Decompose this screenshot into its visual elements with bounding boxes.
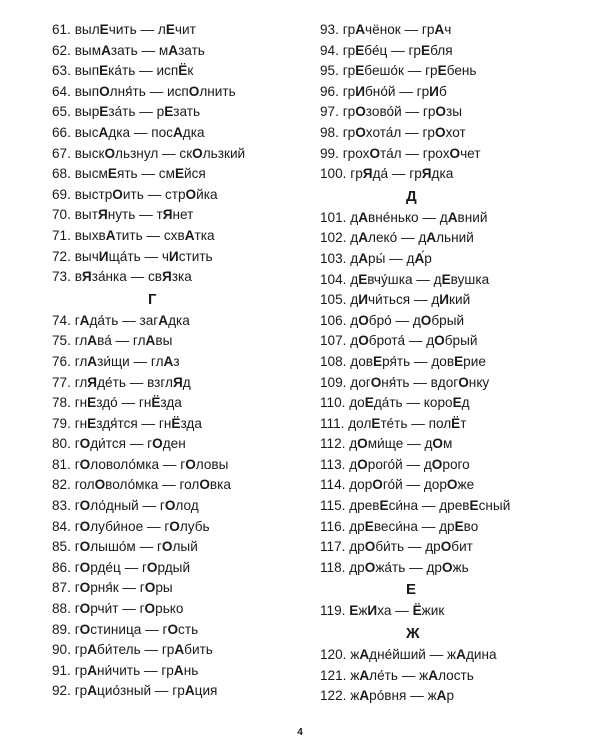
word-pair: гОлодный — гОлод	[74, 498, 199, 514]
list-item	[52, 661, 297, 682]
word-pair: глАзищи — глАз	[74, 353, 180, 369]
item-number: 67.	[52, 145, 71, 161]
word-pair: ЕжИха — Ёжик	[349, 603, 445, 619]
list-item	[320, 434, 580, 455]
word-pair: гОдится — гОден	[74, 436, 186, 452]
list-item	[320, 20, 580, 41]
word-pair: вырЕзать — рЕзать	[74, 104, 201, 120]
item-number: 87.	[52, 580, 71, 596]
list-item	[320, 249, 580, 270]
item-number: 117.	[320, 539, 346, 555]
word-pair: вылЕчить — лЕчит	[74, 22, 196, 37]
list-item	[52, 681, 297, 702]
word-pair: выстрОить — стрОйка	[74, 186, 218, 202]
list-item	[52, 226, 297, 247]
item-number: 68.	[52, 166, 71, 182]
item-number: 97.	[320, 104, 339, 120]
list-item	[320, 537, 580, 558]
list-item	[320, 144, 580, 165]
word-pair: вычИщать — чИстить	[74, 248, 213, 264]
word-pair: выпЕкать — испЁк	[74, 63, 194, 79]
list-item	[52, 164, 297, 185]
list-item	[320, 123, 580, 144]
word-pair: гОловоломка — гОловы	[74, 456, 229, 472]
item-number: 95.	[320, 63, 339, 79]
item-number: 85.	[52, 539, 71, 555]
word-pair: гОрняк — гОры	[74, 580, 173, 596]
list-item	[52, 144, 297, 165]
list-item	[52, 311, 297, 332]
word-pair: грОхотал — грОхот	[342, 124, 466, 140]
item-number: 76.	[52, 353, 71, 369]
item-number: 111.	[320, 415, 345, 431]
list-item	[52, 41, 297, 62]
word-pair: дрОбить — дрОбит	[349, 539, 473, 555]
item-number: 92.	[52, 683, 71, 699]
item-number: 81.	[52, 456, 71, 472]
list-item	[52, 578, 297, 599]
list-item	[52, 434, 297, 455]
list-item	[320, 645, 580, 666]
list-item	[52, 20, 297, 41]
list-item	[320, 373, 580, 394]
word-pair: вымАзать — мАзать	[74, 42, 205, 58]
list-item	[320, 414, 580, 435]
list-item	[320, 601, 580, 622]
item-number: 72.	[52, 248, 71, 264]
word-pair: вЯзанка — свЯзка	[74, 269, 192, 285]
word-pair: гОрдец — гОрдый	[74, 559, 191, 575]
list-item	[320, 517, 580, 538]
list-item	[320, 686, 580, 707]
word-pair: дЕвчушка — дЕвушка	[350, 271, 490, 287]
word-pair: дОрогой — дОрого	[349, 456, 470, 472]
item-number: 82.	[52, 477, 71, 493]
word-pair: дрЕвесина — дрЕво	[349, 518, 479, 534]
item-number: 84.	[52, 518, 71, 534]
list-item	[52, 205, 297, 226]
word-pair: дАвненько — дАвний	[350, 209, 488, 225]
item-number: 69.	[52, 186, 71, 202]
word-pair: выскОльзнул — скОльзкий	[74, 145, 246, 161]
word-pair: гнЕздо — гнЁзда	[74, 395, 182, 411]
item-number: 121.	[320, 667, 347, 683]
list-item	[320, 455, 580, 476]
section-letter: Е	[406, 581, 417, 599]
list-item	[320, 82, 580, 103]
list-item	[52, 123, 297, 144]
word-pair: дИчиться — дИкий	[350, 292, 471, 308]
word-pair: грЯда — грЯдка	[350, 166, 454, 182]
word-pair: грохОтал — грохОчет	[342, 145, 481, 161]
word-pair: долЕтеть — полЁт	[348, 415, 467, 431]
list-item	[52, 61, 297, 82]
word-pair: грАциозный — грАция	[74, 683, 218, 699]
list-item	[52, 537, 297, 558]
word-pair: довЕрять — довЕрие	[350, 353, 486, 369]
word-pair: грИбной — грИб	[342, 83, 447, 99]
word-pair: жАровня — жАр	[350, 688, 455, 704]
word-pair: дАлеко — дАльний	[350, 230, 474, 246]
item-number: 78.	[52, 395, 71, 411]
word-pair: выпОлнять — испОлнить	[74, 83, 236, 99]
item-number: 70.	[52, 207, 71, 223]
list-item	[320, 164, 580, 185]
list-item	[52, 247, 297, 268]
list-item	[320, 102, 580, 123]
item-number: 99.	[320, 145, 339, 161]
item-number: 103.	[320, 250, 347, 266]
item-number: 88.	[52, 601, 71, 617]
item-number: 122.	[320, 688, 347, 704]
item-number: 86.	[52, 559, 71, 575]
list-item	[52, 393, 297, 414]
item-number: 114.	[320, 477, 346, 493]
item-number: 119.	[320, 603, 346, 619]
list-item	[52, 475, 297, 496]
word-pair: выхвАтить — схвАтка	[74, 227, 215, 243]
list-item	[52, 496, 297, 517]
item-number: 90.	[52, 642, 71, 658]
word-pair: жАднейший — жАдина	[350, 647, 497, 663]
item-number: 120.	[320, 647, 347, 663]
item-number: 79.	[52, 415, 71, 431]
list-item	[320, 475, 580, 496]
word-pair: грЕбец — грЕбля	[342, 42, 453, 58]
item-number: 66.	[52, 124, 71, 140]
item-number: 93.	[320, 22, 339, 37]
list-item	[320, 558, 580, 579]
item-number: 110.	[320, 395, 346, 411]
item-number: 101.	[320, 209, 347, 225]
word-pair: грАчёнок — грАч	[342, 22, 452, 37]
item-number: 89.	[52, 621, 71, 637]
right-column	[320, 20, 580, 707]
item-number: 104.	[320, 271, 347, 287]
word-pair: дОброта — дОбрый	[350, 333, 478, 349]
list-item	[320, 290, 580, 311]
item-number: 108.	[320, 353, 347, 369]
list-item	[320, 61, 580, 82]
item-number: 102.	[320, 230, 347, 246]
list-item	[52, 102, 297, 123]
word-pair: жАлеть — жАлость	[350, 667, 474, 683]
section-letter: Г	[148, 290, 157, 308]
word-pair: гОрчит — гОрько	[74, 601, 184, 617]
word-pair: гОстиница — гОсть	[74, 621, 199, 637]
word-pair: высмЕять — смЕйся	[74, 166, 206, 182]
item-number: 94.	[320, 42, 339, 58]
item-number: 112.	[320, 436, 346, 452]
item-number: 91.	[52, 662, 71, 678]
list-item	[320, 228, 580, 249]
list-item	[52, 331, 297, 352]
item-number: 73.	[52, 269, 71, 285]
word-pair: доЕдать — короЕд	[349, 395, 470, 411]
list-item	[52, 82, 297, 103]
word-pair: голОволомка — голОвка	[74, 477, 231, 493]
list-item	[52, 267, 297, 288]
item-number: 61.	[52, 22, 71, 37]
word-pair: дрОжать — дрОжь	[349, 559, 469, 575]
word-pair: грОзовой — грОзы	[342, 104, 462, 120]
list-item	[52, 455, 297, 476]
item-number: 96.	[320, 83, 339, 99]
word-pair: дАры — дАр	[350, 250, 432, 266]
list-item	[320, 41, 580, 62]
item-number: 75.	[52, 333, 71, 349]
item-number: 109.	[320, 374, 347, 390]
item-number: 113.	[320, 456, 346, 472]
item-number: 64.	[52, 83, 71, 99]
word-pair: вытЯнуть — тЯнет	[74, 207, 194, 223]
list-item	[52, 599, 297, 620]
list-item	[320, 496, 580, 517]
word-pair: грЕбешок — грЕбень	[342, 63, 477, 79]
word-pair: гАдать — загАдка	[74, 312, 190, 328]
item-number: 118.	[320, 559, 346, 575]
item-number: 98.	[320, 124, 339, 140]
item-number: 77.	[52, 374, 71, 390]
item-number: 106.	[320, 312, 347, 328]
item-number: 116.	[320, 518, 346, 534]
word-pair: дОмище — дОм	[349, 436, 453, 452]
left-column	[52, 20, 297, 702]
item-number: 105.	[320, 292, 347, 308]
word-pair: глАва — глАвы	[74, 333, 173, 349]
list-item	[52, 640, 297, 661]
word-pair: гнЕздятся — гнЁзда	[74, 415, 202, 431]
list-item	[52, 620, 297, 641]
word-pair: гОлубиное — гОлубь	[74, 518, 210, 534]
list-item	[320, 270, 580, 291]
item-number: 107.	[320, 333, 347, 349]
item-number: 80.	[52, 436, 71, 452]
list-item	[320, 208, 580, 229]
word-pair: глЯдеть — взглЯд	[74, 374, 191, 390]
list-item	[320, 352, 580, 373]
item-number: 63.	[52, 63, 71, 79]
word-pair: дорОгой — дорОже	[349, 477, 475, 493]
list-item	[52, 352, 297, 373]
word-pair: грАничить — грАнь	[74, 662, 199, 678]
word-pair: древЕсина — древЕсный	[349, 498, 511, 514]
list-item	[52, 558, 297, 579]
list-item	[52, 185, 297, 206]
word-pair: высАдка — посАдка	[74, 124, 205, 140]
word-pair: дОбро — дОбрый	[350, 312, 465, 328]
list-item	[52, 373, 297, 394]
list-item	[320, 666, 580, 687]
list-item	[320, 393, 580, 414]
list-item	[320, 331, 580, 352]
item-number: 74.	[52, 312, 71, 328]
item-number: 62.	[52, 42, 71, 58]
item-number: 71.	[52, 227, 71, 243]
item-number: 65.	[52, 104, 71, 120]
word-pair: грАбитель — грАбить	[74, 642, 213, 658]
word-pair: догОнять — вдогОнку	[350, 374, 490, 390]
list-item	[52, 414, 297, 435]
item-number: 83.	[52, 498, 71, 514]
word-pair: гОлышом — гОлый	[74, 539, 198, 555]
page-number: 4	[297, 727, 303, 738]
list-item	[320, 311, 580, 332]
list-item	[52, 517, 297, 538]
section-letter: Ж	[406, 625, 420, 643]
section-letter: Д	[406, 187, 417, 205]
item-number: 115.	[320, 498, 346, 514]
item-number: 100.	[320, 166, 347, 182]
